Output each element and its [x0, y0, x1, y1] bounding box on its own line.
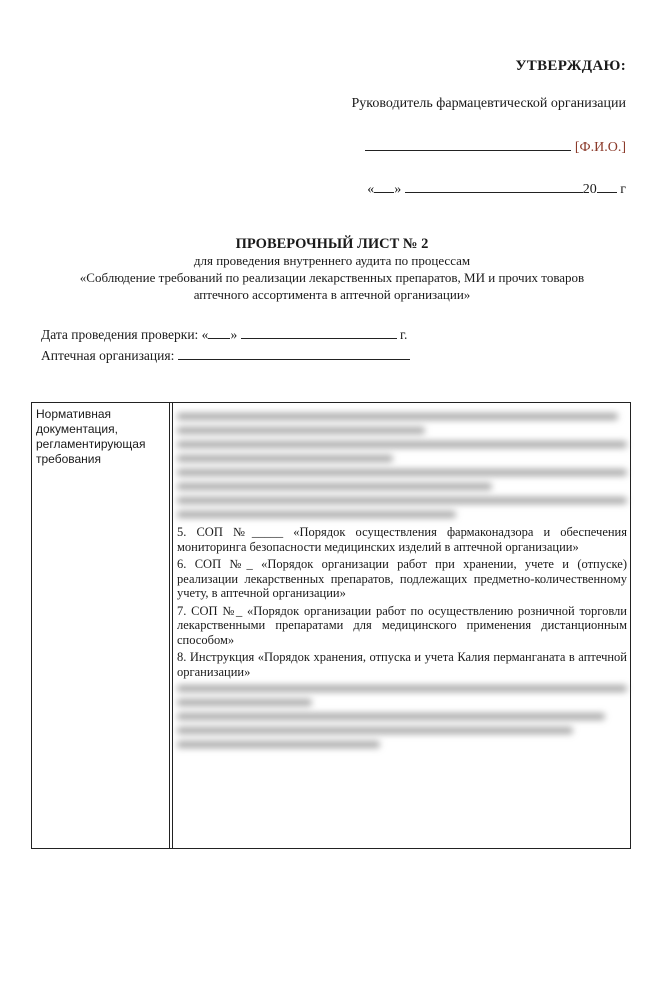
signature-line: [365, 137, 626, 156]
requirements-table: [31, 402, 631, 849]
column-divider-inner: [172, 403, 173, 848]
blurred-items-bottom: [177, 685, 627, 748]
list-item: 7. СОП №_ «Порядок организации работ по осуществлению розничной торговли лекарственными препаратами для медицинского применения дистанционным способом»: [177, 603, 627, 647]
signature-blank: [365, 137, 571, 151]
check-date-label: Дата проведения проверки: «: [41, 327, 209, 342]
documents-list: [177, 407, 627, 755]
pharmacy-field: [41, 346, 410, 364]
signature-placeholder: [Ф.И.О.]: [574, 140, 626, 155]
check-date-close: »: [230, 327, 238, 342]
check-date-field: [41, 325, 407, 343]
approval-heading: УТВЕРЖДАЮ:: [515, 58, 626, 74]
pharmacy-label: Аптечная организация:: [41, 348, 175, 363]
approval-date-line: [367, 179, 626, 198]
document-title: ПРОВЕРОЧНЫЙ ЛИСТ № 2: [235, 236, 429, 252]
table-left-label: Нормативная документация, регламентирующая требования: [36, 407, 146, 466]
list-item: 8. Инструкция «Порядок хранения, отпуска и учета Калия перманганата в аптечной организации»: [177, 650, 627, 679]
subtitle-line-1: для проведения внутреннего аудита по процессам: [193, 253, 471, 268]
month-blank: [405, 179, 583, 193]
approver-position: Руководитель фармацевтической организации: [351, 96, 626, 111]
list-item: 6. СОП №_ «Порядок организации работ при хранении, учете и (отпуске) реализации лекарственных препаратов, подлежащих предметно-количественному учету, в аптечной организации»: [177, 557, 627, 600]
list-item: 5. СОП №_____ «Порядок осуществления фармаконадзора и обеспечения мониторинга безопасности медицинских изделий в аптечной организации»: [177, 525, 627, 554]
year-suffix: г: [620, 182, 626, 197]
pharmacy-blank: [178, 346, 410, 360]
column-divider: [169, 403, 170, 848]
check-day-blank: [208, 325, 230, 339]
year-blank: [597, 179, 617, 193]
check-date-year: г.: [399, 327, 408, 342]
blurred-items-top: [177, 413, 627, 518]
year-prefix: 20: [582, 182, 597, 197]
date-open-quote: «: [367, 182, 375, 197]
date-close-quote: »: [394, 182, 402, 197]
subtitle-line-3: аптечного ассортимента в аптечной организации»: [193, 287, 471, 302]
check-month-blank: [241, 325, 397, 339]
subtitle-line-2: «Соблюдение требований по реализации лекарственных препаратов, МИ и прочих товаров: [79, 270, 585, 285]
day-blank: [374, 179, 394, 193]
